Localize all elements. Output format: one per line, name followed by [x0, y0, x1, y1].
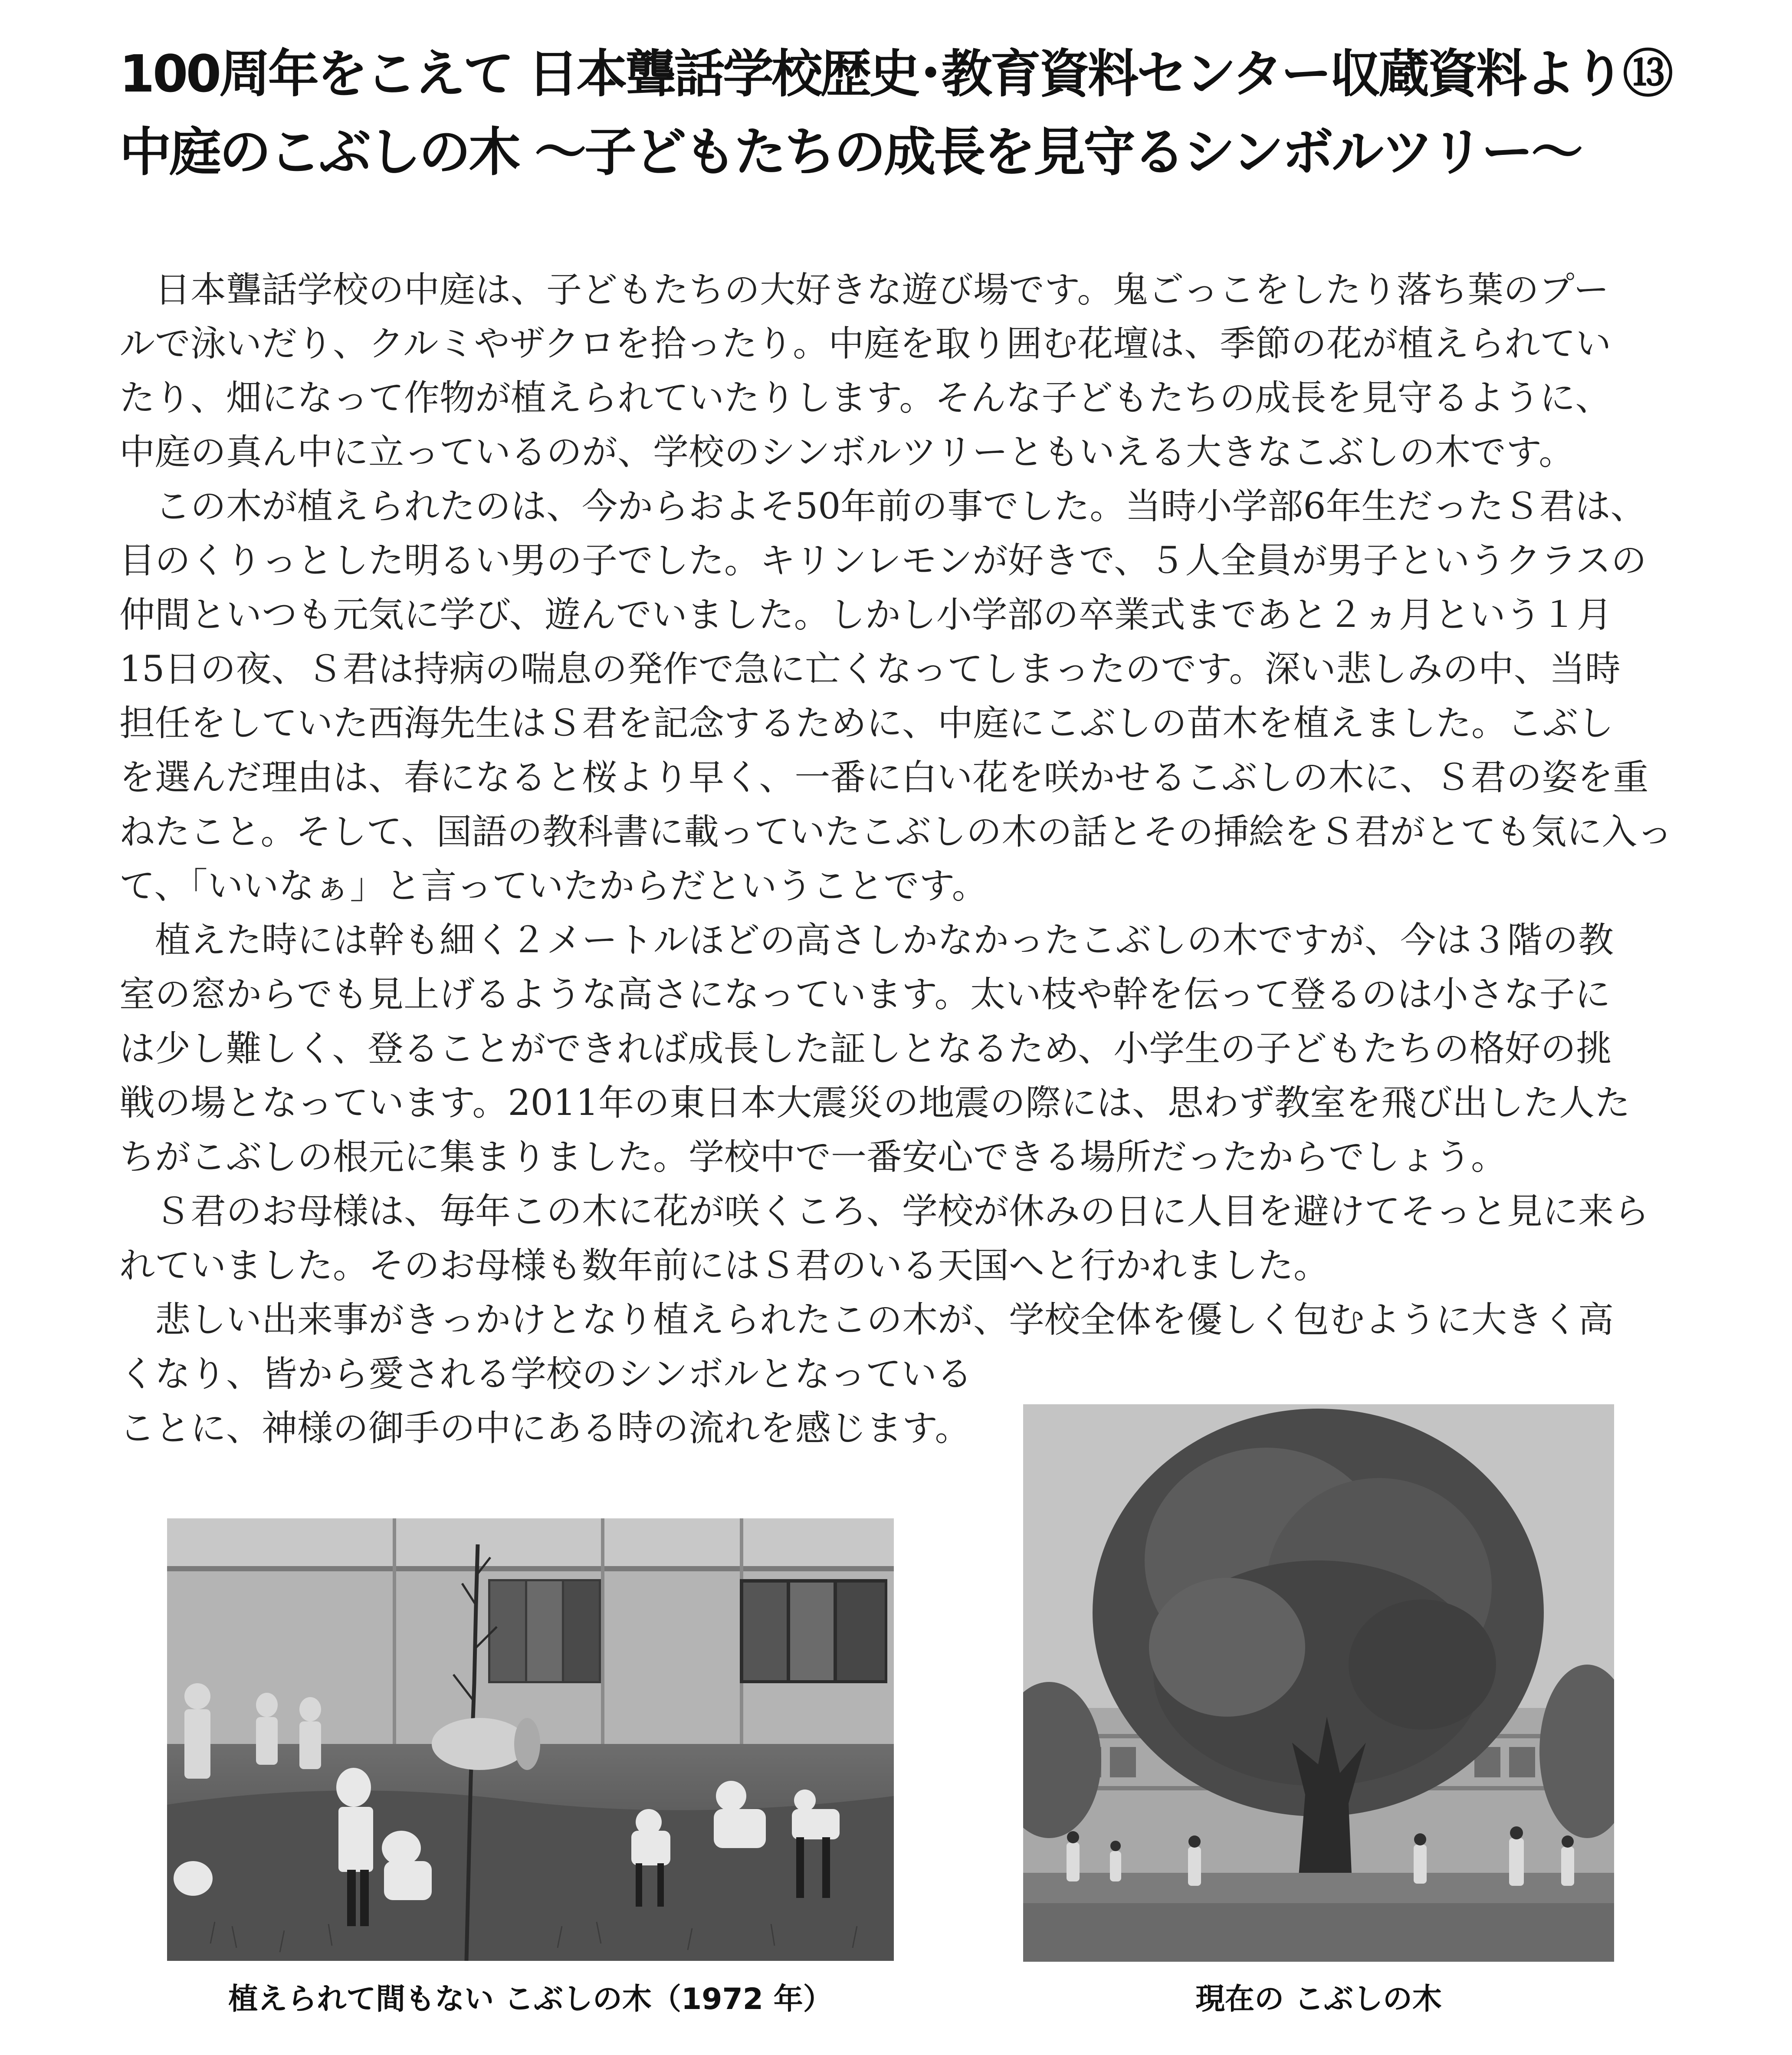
body-line: ねたこと。そして、国語の教科書に載っていたこぶしの木の話とその挿絵をＳ君がとても気に入っ — [119, 811, 1673, 852]
body-line: 15日の夜、Ｓ君は持病の喘息の発作で急に亡くなってしまったのです。深い悲しみの中、当時 — [119, 649, 1621, 690]
body-line: を選んだ理由は、春になると桜より早く、一番に白い花を咲かせるこぶしの木に、Ｓ君の姿を重 — [119, 757, 1649, 798]
photo-current-tree — [1023, 1404, 1614, 1962]
article-subtitle: 中庭のこぶしの木 〜子どもたちの成長を見守るシンボルツリー〜 — [119, 122, 1581, 183]
body-line: 担任をしていた西海先生はＳ君を記念するために、中庭にこぶしの苗木を植えました。こぶし — [119, 703, 1614, 744]
body-line: 植えた時には幹も細く２メートルほどの高さしかなかったこぶしの木ですが、今は３階の教 — [119, 920, 1614, 961]
body-line: Ｓ君のお母様は、毎年この木に花が咲くころ、学校が休みの日に人目を避けてそっと見に来ら — [119, 1191, 1650, 1232]
body-line: れていました。そのお母様も数年前にはＳ君のいる天国へと行かれました。 — [119, 1245, 1329, 1286]
body-line: 日本聾話学校の中庭は、子どもたちの大好きな遊び場です。鬼ごっこをしたり落ち葉のプー — [119, 269, 1609, 311]
body-line: たり、畑になって作物が植えられていたりします。そんな子どもたちの成長を見守るように、 — [119, 377, 1611, 419]
body-line: 悲しい出来事がきっかけとなり植えられたこの木が、学校全体を優しく包むように大きく高 — [119, 1299, 1614, 1341]
body-line: て、「いいなぁ」と言っていたからだということです。 — [119, 865, 988, 907]
body-line: は少し難しく、登ることができれば成長した証しとなるため、小学生の子どもたちの格好の挑 — [119, 1028, 1612, 1069]
photo-1972-caption: 植えられて間もない こぶしの木（1972 年） — [228, 1982, 833, 2016]
body-line: 仲間といつも元気に学び、遊んでいました。しかし小学部の卒業式まであと２ヵ月という１月 — [119, 594, 1612, 636]
photo-current-image — [1023, 1404, 1614, 1962]
article-title: 100周年をこえて 日本聾話学校歴史･教育資料センター収蔵資料より⑬ — [119, 44, 1671, 104]
body-line: 室の窓からでも見上げるような高さになっています。太い枝や幹を伝って登るのは小さな子に — [119, 974, 1611, 1015]
photo-1972-image — [167, 1518, 894, 1961]
body-line: 中庭の真ん中に立っているのが、学校のシンボルツリーともいえる大きなこぶしの木です。 — [119, 432, 1575, 473]
body-line: ちがこぶしの根元に集まりました。学校中で一番安心できる場所だったからでしょう。 — [119, 1137, 1507, 1178]
body-line: 戦の場となっています。2011年の東日本大震災の地震の際には、思わず教室を飛び出した人た — [119, 1082, 1631, 1124]
body-line: ことに、神様の御手の中にある時の流れを感じます。 — [119, 1408, 971, 1449]
body-line: くなり、皆から愛される学校のシンボルとなっている — [119, 1354, 972, 1395]
photo-current-caption: 現在の こぶしの木 — [1195, 1982, 1442, 2016]
body-line: 目のくりっとした明るい男の子でした。キリンレモンが好きで、５人全員が男子というクラスの — [119, 540, 1647, 581]
body-line: この木が植えられたのは、今からおよそ50年前の事でした。当時小学部6年生だったＳ君は、 — [119, 486, 1646, 527]
body-line: ルで泳いだり、クルミやザクロを拾ったり。中庭を取り囲む花壇は、季節の花が植えられてい — [119, 323, 1611, 364]
photo-1972-courtyard — [167, 1518, 894, 1961]
